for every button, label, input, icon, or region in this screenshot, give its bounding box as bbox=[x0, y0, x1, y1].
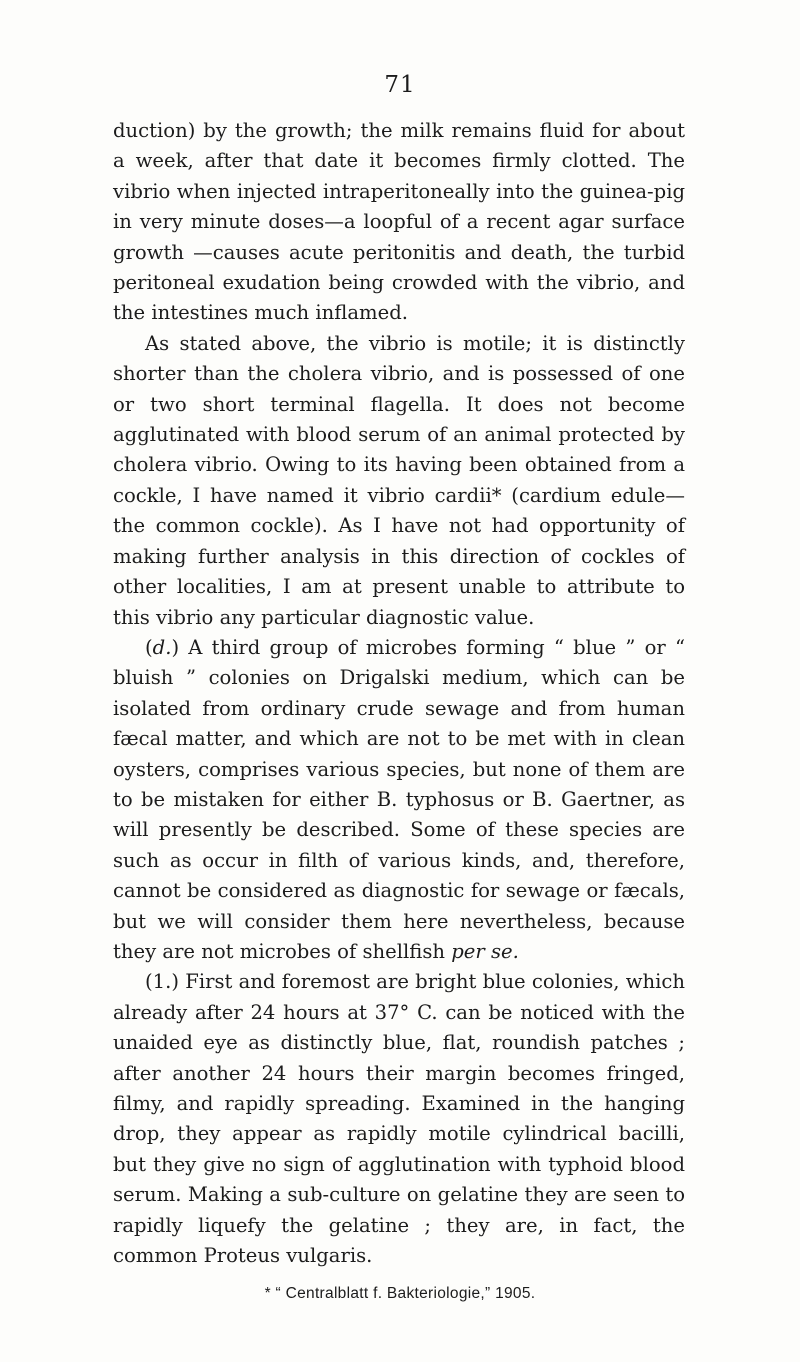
paragraph-3: (d.) A third group of microbes forming “ blue ” or “ bluish ” colonies on Drigalski medium, which can be isolated from ordinary crude sewage and from human fæcal matter, and which are not to be met with in clean oysters, comprises various species, but none of them are to be mistaken for either B. typhosus or B. Gaertner, as will presently be described. Some of these species are such as occur in filth of various kinds, and, therefore, cannot be considered as diagnostic for sewage or fæcals, but we will consider them here nevertheless, because they are not microbes of shellfish per se. bbox=[113, 635, 685, 963]
paragraph-2: As stated above, the vibrio is motile; it is distinctly shorter than the cholera vibrio, and is possessed of one or two short terminal flagella. It does not become agglutinated with blood serum of an animal protected by cholera vibrio. Owing to its having been obtained from a cockle, I have named it vibrio cardii* (cardium edule—the common cockle). As I have not had opportunity of making further analysis in this direction of cockles of other localities, I am at present unable to attribute to this vibrio any particular diagnostic value. bbox=[113, 331, 685, 629]
paragraph-3-italic: per se. bbox=[451, 939, 519, 963]
paragraph-1: duction) by the growth; the milk remains fluid for about a week, after that date it becomes firmly clotted. The vibrio when injected intraperitoneally into the guinea-pig in very minute doses—a loopful of a recent agar surface growth —causes acute peritonitis and death, the turbid peritoneal exudation being crowded with the vibrio, and the intestines much inflamed. bbox=[113, 119, 685, 325]
paragraph-3-text: A third group of microbes forming “ blue ” or “ bluish ” colonies on Drigalski medium, which can be isolated from ordinary crude sewage and from human fæcal matter, and which are not to be met with in clean oysters, comprises various species, but none of them are to be mistaken for either B. typhosus or B. Gaertner, as will presently be described. Some of these species are such as occur in filth of various kinds, and, therefore, cannot be considered as diagnostic for sewage or fæcals, but we will consider them here nevertheless, because they are not microbes of shellfish bbox=[113, 635, 685, 963]
body-text bbox=[113, 116, 685, 1271]
paragraph-4: (1.) First and foremost are bright blue colonies, which already after 24 hours at 37° C. can be noticed with the unaided eye as distinctly blue, flat, roundish patches ; after another 24 hours their margin becomes fringed, filmy, and rapidly spreading. Examined in the hanging drop, they appear as rapidly motile cylindrical bacilli, but they give no sign of agglutination with typhoid blood serum. Making a sub-culture on gelatine they are seen to rapidly liquefy the gelatine ; they are, in fact, the common Proteus vulgaris. bbox=[113, 970, 685, 1268]
footnote: * “ Centralblatt f. Bakteriologie,” 1905. bbox=[264, 1285, 536, 1302]
paragraph-3-label: d. bbox=[152, 635, 172, 659]
page-number: 71 bbox=[384, 72, 416, 98]
